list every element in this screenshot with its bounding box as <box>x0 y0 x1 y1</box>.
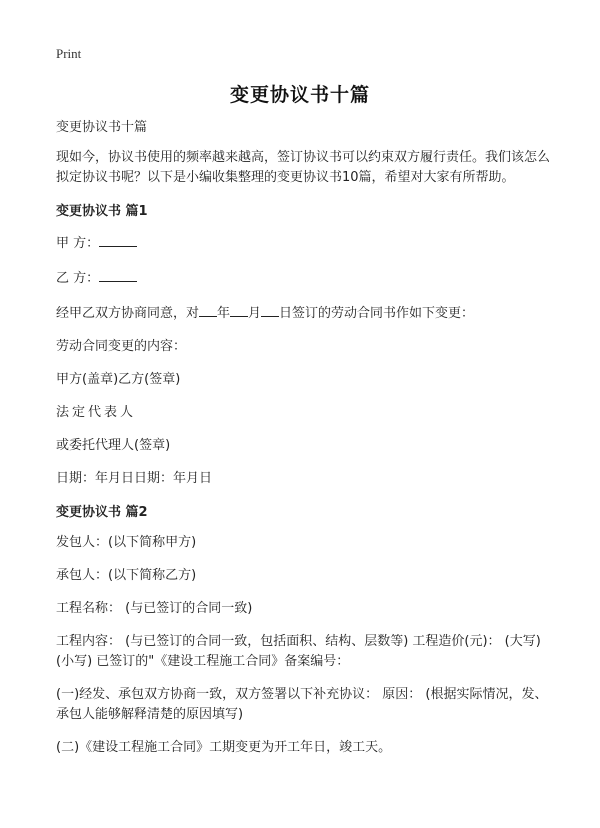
employer-line: 发包人：(以下简称甲方) <box>56 535 197 550</box>
party-b-blank <box>99 267 137 282</box>
section-heading-2: 变更协议书 篇2 <box>56 505 148 520</box>
day-blank <box>261 302 279 317</box>
project-content-paragraph: 工程内容： (与已签订的合同一致，包括面积、结构、层数等) 工程造价(元)： (大写) (小写) 已签订的"《建设工程施工合同》备案编号： <box>56 634 541 669</box>
item-two-paragraph: (二)《建设工程施工合同》工期变更为开工年日，竣工天。 <box>56 740 392 755</box>
change-clause <box>56 302 556 324</box>
page-title: 变更协议书十篇 <box>229 84 370 106</box>
content-label: 劳动合同变更的内容： <box>56 339 187 354</box>
party-b-label: 乙 方： <box>56 271 100 286</box>
project-name-line: 工程名称： (与已签订的合同一致) <box>56 601 253 616</box>
clause-month: 月 <box>248 306 262 321</box>
year-blank <box>199 302 217 317</box>
party-a-line <box>56 232 556 254</box>
clause-suffix: 日签订的劳动合同书作如下变更： <box>279 306 475 321</box>
document-subtitle: 变更协议书十篇 <box>56 120 148 135</box>
legal-rep-line: 法定代表人 <box>56 405 137 420</box>
item-one-paragraph: (一)经发、承包双方协商一致，双方签署以下补充协议： 原因： (根据实际情况，发、承包人能够解释清楚的原因填写) <box>56 687 548 722</box>
party-a-blank <box>99 232 137 247</box>
section-heading-1: 变更协议书 篇1 <box>56 204 148 219</box>
clause-year: 年 <box>217 306 231 321</box>
intro-paragraph: 现如今，协议书使用的频率越来越高，签订协议书可以约束双方履行责任。我们该怎么拟定协议书呢？以下是小编收集整理的变更协议书10篇，希望对大家有所帮助。 <box>56 150 551 185</box>
seals-line: 甲方(盖章)乙方(签章) <box>56 372 181 387</box>
contractor-line: 承包人：(以下简称乙方) <box>56 568 197 583</box>
agent-line: 或委托代理人(签章) <box>56 438 171 453</box>
print-label[interactable]: Print <box>56 46 82 61</box>
document-body <box>56 118 556 771</box>
month-blank <box>230 302 248 317</box>
party-a-label: 甲 方： <box>56 236 100 251</box>
clause-prefix: 经甲乙双方协商同意，对 <box>56 306 200 321</box>
party-b-line <box>56 267 556 289</box>
dates-line: 日期：年月日日期：年月日 <box>56 471 213 486</box>
